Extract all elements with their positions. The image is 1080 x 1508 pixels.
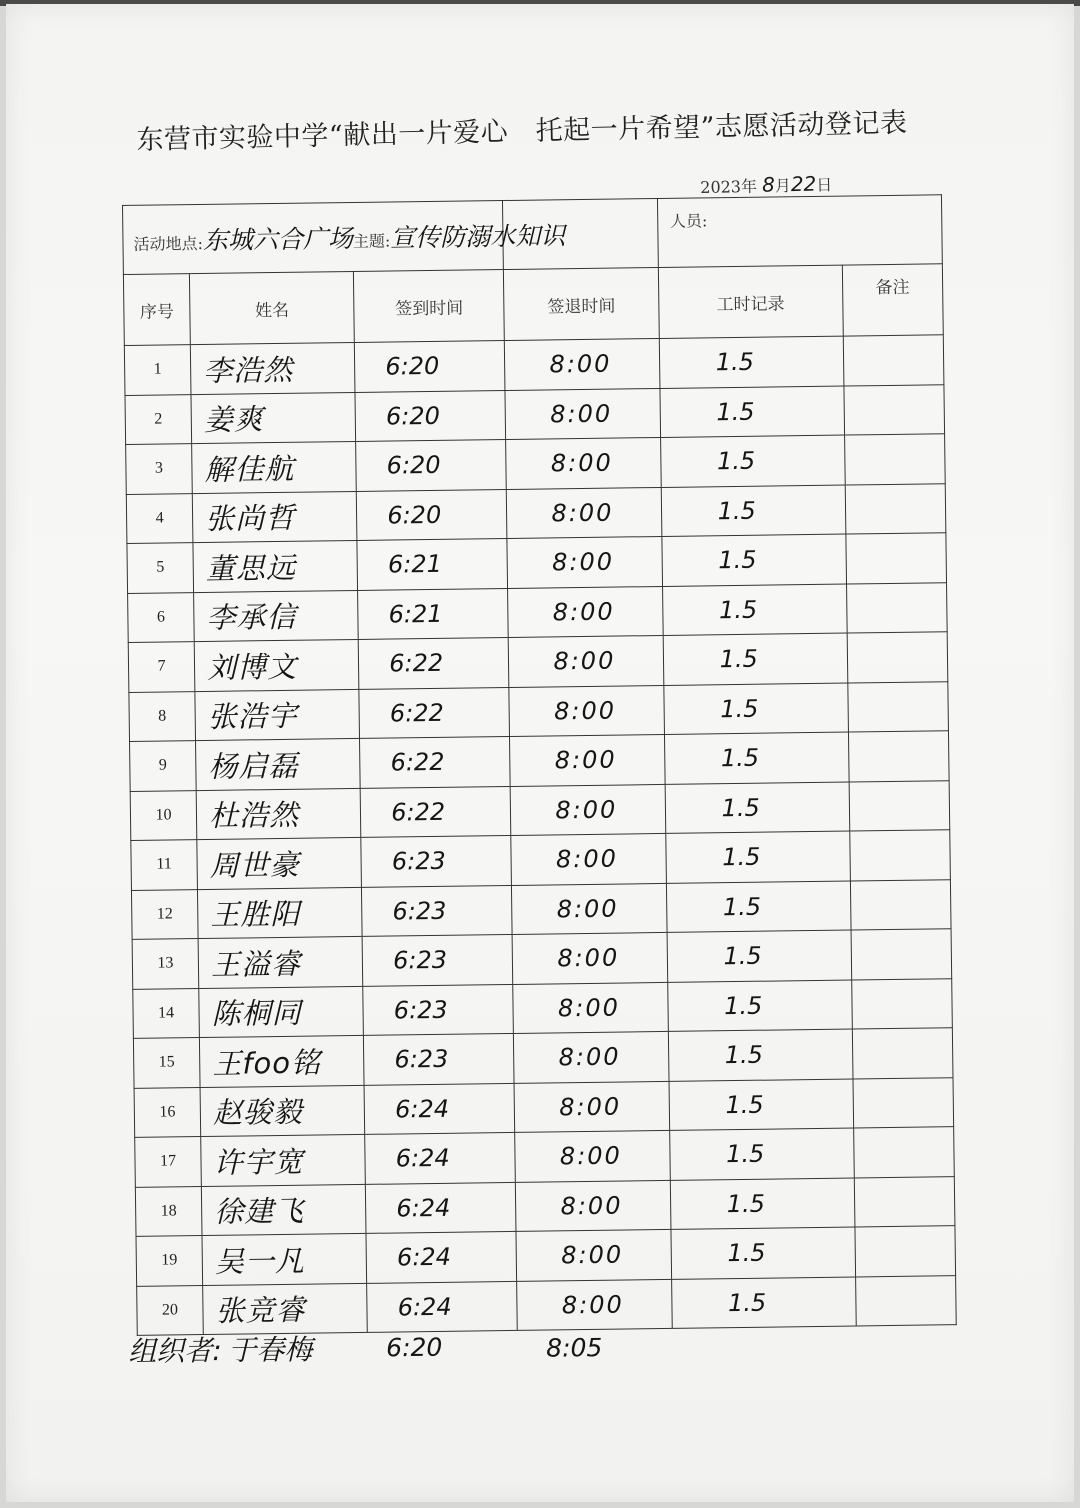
row-note <box>851 929 952 980</box>
row-checkout: 8:00 <box>514 1081 669 1133</box>
row-name: 吴一凡 <box>202 1233 367 1285</box>
row-name: 王溢睿 <box>198 936 363 988</box>
row-checkin: 6:23 <box>362 934 513 985</box>
row-checkin: 6:20 <box>356 439 507 490</box>
row-note <box>855 1226 956 1277</box>
table-row <box>137 1275 957 1335</box>
row-checkout: 8:00 <box>516 1229 671 1281</box>
people-label: 人员: <box>669 211 708 231</box>
row-note <box>843 335 944 386</box>
location-value: 东城六合广场 <box>202 223 354 255</box>
row-checkin: 6:23 <box>363 984 514 1035</box>
row-checkout: 8:00 <box>512 883 667 935</box>
row-hours: 1.5 <box>667 930 852 982</box>
row-no: 12 <box>131 889 198 939</box>
row-checkout: 8:00 <box>510 734 665 786</box>
row-hours: 1.5 <box>668 1029 853 1081</box>
registration-table <box>122 194 957 1336</box>
row-checkin: 6:22 <box>359 687 510 738</box>
row-hours: 1.5 <box>667 980 852 1032</box>
organizer-label: 组织者: <box>128 1334 222 1368</box>
row-checkout: 8:00 <box>505 388 660 440</box>
row-no: 8 <box>129 691 196 741</box>
row-checkout: 8:00 <box>505 338 660 390</box>
row-checkin: 6:20 <box>355 390 506 441</box>
date-day-suffix: 日 <box>816 175 833 195</box>
table-body <box>124 335 956 1336</box>
header-row <box>123 264 943 346</box>
row-checkin: 6:22 <box>360 786 511 837</box>
row-hours: 1.5 <box>660 386 845 438</box>
row-note <box>844 384 945 435</box>
row-name: 李承信 <box>194 590 359 642</box>
row-checkout: 8:00 <box>507 536 662 588</box>
location-label: 活动地点: <box>133 233 204 254</box>
header-checkout: 签退时间 <box>504 267 659 340</box>
row-name: 刘博文 <box>194 639 359 691</box>
row-checkout: 8:00 <box>514 1031 669 1083</box>
row-no: 5 <box>127 543 194 593</box>
date-month: 8 <box>761 172 776 197</box>
form-date <box>700 171 833 198</box>
row-note <box>847 632 948 683</box>
row-no: 20 <box>137 1285 204 1335</box>
row-name: 王foo铭 <box>199 1035 364 1087</box>
organizer-checkout: 8:05 <box>546 1333 603 1363</box>
row-checkout: 8:00 <box>513 932 668 984</box>
row-hours: 1.5 <box>671 1227 856 1279</box>
row-hours: 1.5 <box>663 683 848 735</box>
row-name: 王胜阳 <box>198 887 363 939</box>
header-no: 序号 <box>123 274 190 346</box>
row-note <box>849 780 950 831</box>
row-note <box>852 1028 953 1079</box>
row-note <box>853 1077 954 1128</box>
header-note: 备注 <box>842 264 943 336</box>
row-hours: 1.5 <box>663 633 848 685</box>
row-checkin: 6:22 <box>358 637 509 688</box>
row-no: 1 <box>124 345 191 395</box>
row-hours: 1.5 <box>670 1178 855 1230</box>
header-checkin: 签到时间 <box>354 270 505 343</box>
people-cell <box>657 195 942 268</box>
row-no: 13 <box>132 939 199 989</box>
row-note <box>846 582 947 633</box>
row-hours: 1.5 <box>662 534 847 586</box>
row-checkout: 8:00 <box>517 1279 672 1331</box>
row-checkin: 6:24 <box>366 1182 517 1233</box>
row-note <box>855 1275 956 1326</box>
row-name: 张浩宇 <box>195 689 360 741</box>
row-note <box>848 731 949 782</box>
row-hours: 1.5 <box>661 485 846 537</box>
row-name: 姜爽 <box>191 392 356 444</box>
row-no: 14 <box>133 988 200 1038</box>
row-no: 19 <box>136 1236 203 1286</box>
row-checkout: 8:00 <box>506 437 661 489</box>
row-checkin: 6:20 <box>355 341 506 392</box>
row-no: 10 <box>130 790 197 840</box>
row-name: 赵骏毅 <box>200 1085 365 1137</box>
row-no: 17 <box>135 1137 202 1187</box>
row-checkin: 6:23 <box>364 1033 515 1084</box>
organizer-name: 于春梅 <box>228 1333 313 1367</box>
row-hours: 1.5 <box>664 732 849 784</box>
row-hours: 1.5 <box>659 336 844 388</box>
row-hours: 1.5 <box>666 881 851 933</box>
theme-value: 宣传防溺水知识 <box>390 221 566 253</box>
row-checkin: 6:20 <box>357 489 508 540</box>
row-hours: 1.5 <box>660 435 845 487</box>
row-checkout: 8:00 <box>511 784 666 836</box>
date-year-suffix: 年 <box>740 176 758 197</box>
row-checkout: 8:00 <box>509 685 664 737</box>
row-name: 张尚哲 <box>192 491 357 543</box>
row-checkin: 6:24 <box>367 1281 518 1332</box>
row-note <box>850 879 951 930</box>
location-cell <box>123 201 566 275</box>
row-hours: 1.5 <box>665 831 850 883</box>
row-checkout: 8:00 <box>509 635 664 687</box>
row-name: 杜浩然 <box>196 788 361 840</box>
row-note <box>846 533 947 584</box>
row-no: 7 <box>128 642 195 692</box>
row-name: 李浩然 <box>190 342 355 394</box>
row-checkout: 8:00 <box>513 982 668 1034</box>
row-name: 杨启磊 <box>196 738 361 790</box>
row-note <box>848 681 949 732</box>
row-checkout: 8:00 <box>515 1130 670 1182</box>
row-checkout: 8:00 <box>511 833 666 885</box>
row-checkout: 8:00 <box>507 487 662 539</box>
row-hours: 1.5 <box>669 1079 854 1131</box>
row-no: 3 <box>126 444 193 494</box>
row-checkin: 6:24 <box>365 1132 516 1183</box>
row-checkin: 6:23 <box>362 885 513 936</box>
row-no: 15 <box>133 1038 200 1088</box>
row-note <box>854 1176 955 1227</box>
row-name: 陈桐同 <box>199 986 364 1038</box>
row-name: 董思远 <box>193 540 358 592</box>
date-month-suffix: 月 <box>774 176 792 196</box>
date-year: 2023 <box>700 177 742 197</box>
row-no: 11 <box>131 840 198 890</box>
row-name: 张竞睿 <box>203 1283 368 1335</box>
row-name: 徐建飞 <box>201 1184 366 1236</box>
row-no: 4 <box>126 493 193 543</box>
row-no: 18 <box>135 1186 202 1236</box>
row-checkout: 8:00 <box>516 1180 671 1232</box>
row-note <box>853 1127 954 1178</box>
info-row <box>123 195 943 275</box>
row-name: 解佳航 <box>192 441 357 493</box>
header-name: 姓名 <box>189 271 354 344</box>
theme-label: 主题: <box>352 231 391 251</box>
row-checkin: 6:22 <box>360 736 511 787</box>
row-checkin: 6:23 <box>361 835 512 886</box>
row-checkout: 8:00 <box>508 586 663 638</box>
row-no: 6 <box>128 592 195 642</box>
date-day: 22 <box>790 171 817 197</box>
row-checkin: 6:24 <box>366 1231 517 1282</box>
row-note <box>844 434 945 485</box>
row-hours: 1.5 <box>671 1276 856 1328</box>
row-hours: 1.5 <box>662 584 847 636</box>
row-hours: 1.5 <box>665 782 850 834</box>
row-note <box>850 830 951 881</box>
organizer-checkin: 6:20 <box>386 1332 443 1363</box>
row-note <box>845 483 946 534</box>
row-checkin: 6:21 <box>357 538 508 589</box>
form-title: 东营市实验中学“献出一片爱心 托起一片希望”志愿活动登记表 <box>136 107 908 156</box>
row-name: 周世豪 <box>197 837 362 889</box>
row-checkin: 6:21 <box>358 588 509 639</box>
row-checkin: 6:24 <box>364 1083 515 1134</box>
row-no: 16 <box>134 1087 201 1137</box>
row-no: 9 <box>130 741 197 791</box>
row-note <box>852 978 953 1029</box>
row-hours: 1.5 <box>669 1128 854 1180</box>
registration-table-wrapper <box>122 194 959 1336</box>
row-no: 2 <box>125 394 192 444</box>
header-hours: 工时记录 <box>658 265 843 338</box>
row-name: 许宇宽 <box>201 1134 366 1186</box>
